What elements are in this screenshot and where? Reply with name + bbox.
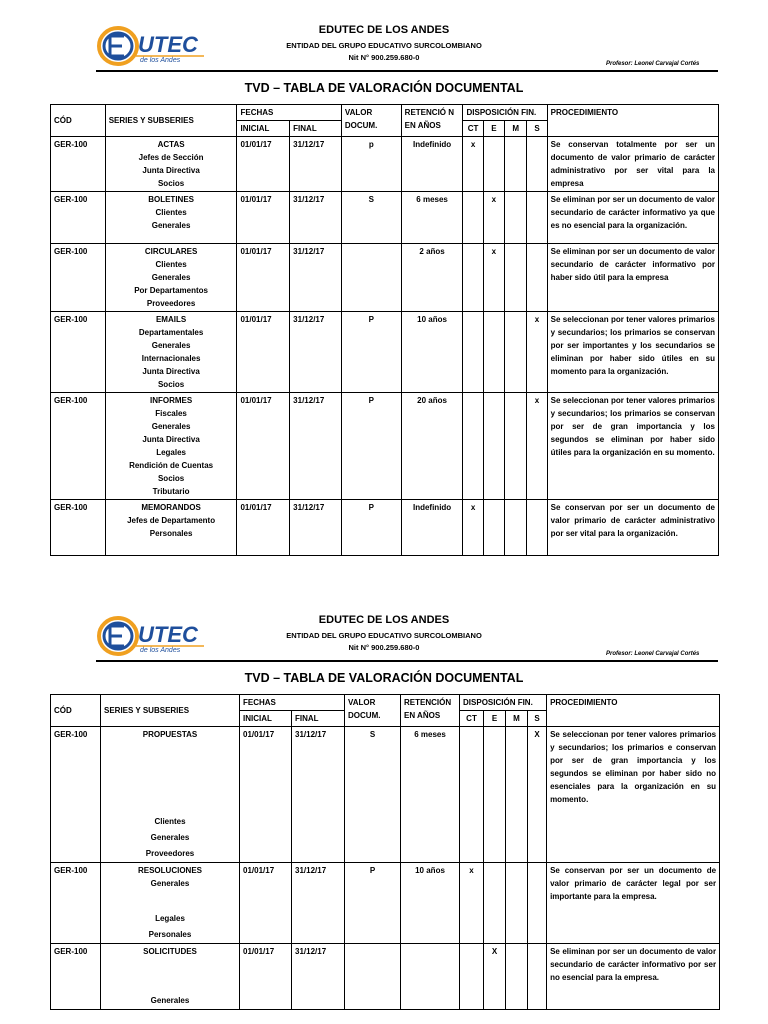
series-item: Generales <box>151 273 191 282</box>
header-ct: CT <box>460 711 484 727</box>
procedimiento-cell: Se seleccionan por tener valores primarios y secundarios; los primarios e conservan por ser de gran importancia y los segundos se eliminan por haber sido no esenciales para la organización en su momento. <box>547 727 720 863</box>
cod-cell: GER-100 <box>51 137 106 192</box>
header-s: S <box>527 121 547 137</box>
institution-nit: Nit N° 900.259.680-0 <box>348 643 420 652</box>
header-divider <box>96 660 718 662</box>
cod-cell: GER-100 <box>51 863 101 944</box>
series-item: Clientes <box>155 260 187 269</box>
e-cell <box>483 500 504 556</box>
final-cell: 31/12/17 <box>290 500 342 556</box>
procedimiento-cell: Se conservan totalmente por ser un documento de valor primario de carácter administrativo por ser vital para la empresa <box>547 137 718 192</box>
cod-cell: GER-100 <box>51 500 106 556</box>
e-cell: x <box>483 244 504 312</box>
series-item: Proveedores <box>145 849 195 858</box>
table-row <box>51 500 719 556</box>
cod-cell: GER-100 <box>51 944 101 1010</box>
cod-cell: GER-100 <box>51 192 106 244</box>
inicial-cell: 01/01/17 <box>237 312 290 393</box>
series-item: Por Departamentos <box>134 286 208 295</box>
series-item: Generales <box>150 833 190 842</box>
series-item: CIRCULARES <box>144 247 198 256</box>
professor-name: Profesor: Leonel Carvajal Cortés <box>606 651 700 657</box>
series-cell <box>101 863 240 944</box>
header-procedimiento: PROCEDIMIENTO <box>547 105 718 137</box>
table-row <box>51 863 720 944</box>
series-item: MEMORANDOS <box>141 503 201 512</box>
series-cell <box>101 944 240 1010</box>
series-subitems <box>101 993 239 1009</box>
inicial-cell: 01/01/17 <box>240 727 292 863</box>
inicial-cell: 01/01/17 <box>237 192 290 244</box>
series-item: Fiscales <box>155 409 187 418</box>
header-disposicion: DISPOSICIÓN FIN. <box>460 695 547 711</box>
header-cod: CÓD <box>51 105 106 137</box>
series-item: Junta Directiva <box>142 435 200 444</box>
header-valor: VALOR DOCUM. <box>345 695 401 727</box>
svg-text:UTEC: UTEC <box>138 32 198 57</box>
final-cell: 31/12/17 <box>292 727 345 863</box>
retencion-cell: 10 años <box>401 863 460 944</box>
procedimiento-cell: Se conservan por ser un documento de valor primario de carácter administrativo por ser vital para la organización. <box>547 500 718 556</box>
procedimiento-cell: Se eliminan por ser un documento de valor secundario de carácter informativo por ser no esencial para la empresa. <box>547 944 720 1010</box>
s-cell: X <box>528 727 547 863</box>
e-cell <box>483 137 504 192</box>
header-retencion: RETENCIÓN EN AÑOS <box>401 695 460 727</box>
series-item: Generales <box>151 221 191 230</box>
valor-cell: S <box>341 192 401 244</box>
series-item: RESOLUCIONES <box>137 866 202 875</box>
series-item: Junta Directiva <box>142 166 200 175</box>
series-item: BOLETINES <box>148 195 194 204</box>
ct-cell: x <box>463 500 483 556</box>
table-row <box>51 137 719 192</box>
institution-subtitle: ENTIDAD DEL GRUPO EDUCATIVO SURCOLOMBIANO <box>286 631 482 640</box>
series-item: EMAILS <box>155 315 187 324</box>
institution-nit: Nit N° 900.259.680-0 <box>348 53 420 62</box>
inicial-cell: 01/01/17 <box>237 500 290 556</box>
table-row <box>51 393 719 500</box>
series-item: Internacionales <box>141 354 201 363</box>
series-subitems <box>101 814 239 862</box>
valor-cell: p <box>341 137 401 192</box>
ct-cell <box>463 192 483 244</box>
final-cell: 31/12/17 <box>292 944 345 1010</box>
series-item: Personales <box>148 930 192 939</box>
header-m: M <box>505 121 527 137</box>
m-cell <box>505 312 527 393</box>
series-cell <box>105 192 237 244</box>
s-cell <box>528 863 547 944</box>
retencion-cell: Indefinido <box>401 500 463 556</box>
svg-text:UTEC: UTEC <box>138 622 198 647</box>
header-series: SERIES Y SUBSERIES <box>105 105 237 137</box>
valor-cell <box>341 244 401 312</box>
ct-cell: x <box>460 863 484 944</box>
header-fechas: FECHAS <box>237 105 341 121</box>
m-cell <box>505 244 527 312</box>
professor-name: Profesor: Leonel Carvajal Cortés <box>606 61 700 67</box>
s-cell <box>527 192 547 244</box>
header-ct: CT <box>463 121 483 137</box>
table-row <box>51 944 720 1010</box>
final-cell: 31/12/17 <box>292 863 345 944</box>
retencion-cell: 20 años <box>401 393 463 500</box>
retencion-cell: 10 años <box>401 312 463 393</box>
series-item: Departamentales <box>138 328 204 337</box>
table-row <box>51 312 719 393</box>
inicial-cell: 01/01/17 <box>237 393 290 500</box>
series-item: Socios <box>157 179 185 188</box>
procedimiento-cell: Se eliminan por ser un documento de valor secundario de carácter informativo ya que es no esencial para la organización. <box>547 192 718 244</box>
m-cell <box>506 727 528 863</box>
table-row <box>51 192 719 244</box>
e-cell <box>483 393 504 500</box>
header-s: S <box>528 711 547 727</box>
valor-cell: P <box>341 312 401 393</box>
header-fechas: FECHAS <box>240 695 345 711</box>
header-procedimiento: PROCEDIMIENTO <box>547 695 720 727</box>
series-subitems <box>101 911 239 943</box>
s-cell: x <box>527 393 547 500</box>
svg-text:de los Andes: de los Andes <box>140 57 181 64</box>
series-item: SOLICITUDES <box>143 947 197 956</box>
procedimiento-cell: Se eliminan por ser un documento de valor secundario de carácter informativo por haber sido útil para la empresa <box>547 244 718 312</box>
series-item: Jefes de Departamento <box>127 516 216 525</box>
retencion-cell: 2 años <box>401 244 463 312</box>
s-cell <box>527 137 547 192</box>
procedimiento-cell: Se conservan por ser un documento de valor primario de carácter legal por ser importante para la empresa. <box>547 863 720 944</box>
e-cell <box>483 312 504 393</box>
header-valor: VALOR DOCUM. <box>341 105 401 137</box>
table-row <box>51 727 720 863</box>
valor-cell: P <box>341 500 401 556</box>
valoracion-table-page-1 <box>50 104 719 556</box>
valoracion-table-page-2 <box>50 694 720 1010</box>
header-inicial: INICIAL <box>240 711 292 727</box>
m-cell <box>505 192 527 244</box>
ct-cell <box>460 944 484 1010</box>
institution-title: EDUTEC DE LOS ANDES <box>318 24 450 36</box>
s-cell <box>527 244 547 312</box>
m-cell <box>505 393 527 500</box>
e-cell: x <box>483 192 504 244</box>
series-item: Legales <box>155 914 185 923</box>
header-retencion: RETENCIÓ N EN AÑOS <box>401 105 463 137</box>
cod-cell: GER-100 <box>51 393 106 500</box>
series-cell <box>105 244 237 312</box>
cod-cell: GER-100 <box>51 727 101 863</box>
series-item: Socios <box>157 474 185 483</box>
final-cell: 31/12/17 <box>290 393 342 500</box>
valor-cell <box>345 944 401 1010</box>
series-cell <box>105 137 237 192</box>
inicial-cell: 01/01/17 <box>237 137 290 192</box>
header-m: M <box>506 711 528 727</box>
s-cell: x <box>527 312 547 393</box>
series-item: Tributario <box>152 487 190 496</box>
valor-cell: P <box>341 393 401 500</box>
series-cell <box>105 393 237 500</box>
ct-cell <box>463 393 483 500</box>
header-inicial: INICIAL <box>237 121 290 137</box>
e-cell: X <box>484 944 506 1010</box>
ct-cell: x <box>463 137 483 192</box>
series-item: Generales <box>150 996 190 1005</box>
valor-cell: P <box>345 863 401 944</box>
ct-cell <box>463 312 483 393</box>
procedimiento-cell: Se seleccionan por tener valores primarios y secundarios; los primarios se conservan por ser de gran importancia y los segundos se eliminan por haber sido útiles para la organización en su momento. <box>547 393 718 500</box>
header-e: E <box>483 121 504 137</box>
document-title: TVD – TABLA DE VALORACIÓN DOCUMENTAL <box>244 81 524 95</box>
series-item: INFORMES <box>149 396 193 405</box>
series-cell <box>101 727 240 863</box>
retencion-cell: Indefinido <box>401 137 463 192</box>
series-item: Jefes de Sección <box>138 153 204 162</box>
final-cell: 31/12/17 <box>290 312 342 393</box>
series-cell <box>105 312 237 393</box>
procedimiento-cell: Se seleccionan por tener valores primarios y secundarios; los primarios se conservan por ser importantes y los secundarios se eliminan por haber sido útiles en su momento para la organización. <box>547 312 718 393</box>
final-cell: 31/12/17 <box>290 137 342 192</box>
e-cell <box>484 863 506 944</box>
valor-cell: S <box>345 727 401 863</box>
final-cell: 31/12/17 <box>290 244 342 312</box>
inicial-cell: 01/01/17 <box>240 944 292 1010</box>
document-title: TVD – TABLA DE VALORACIÓN DOCUMENTAL <box>244 671 524 685</box>
header-disposicion: DISPOSICIÓN FIN. <box>463 105 547 121</box>
final-cell: 31/12/17 <box>290 192 342 244</box>
header-divider <box>96 70 718 72</box>
svg-text:de los Andes: de los Andes <box>140 647 181 654</box>
inicial-cell: 01/01/17 <box>237 244 290 312</box>
ct-cell <box>460 727 484 863</box>
ct-cell <box>463 244 483 312</box>
e-cell <box>484 727 506 863</box>
series-item: Clientes <box>154 817 186 826</box>
header-e: E <box>484 711 506 727</box>
series-item: PROPUESTAS <box>142 730 198 739</box>
retencion-cell: 6 meses <box>401 727 460 863</box>
m-cell <box>505 500 527 556</box>
series-item: Junta Directiva <box>142 367 200 376</box>
series-item: Generales <box>150 879 190 888</box>
cod-cell: GER-100 <box>51 244 106 312</box>
retencion-cell <box>401 944 460 1010</box>
cod-cell: GER-100 <box>51 312 106 393</box>
header-cod: CÓD <box>51 695 101 727</box>
header-final: FINAL <box>292 711 345 727</box>
header-final: FINAL <box>290 121 342 137</box>
institution-title: EDUTEC DE LOS ANDES <box>318 614 450 626</box>
series-item: Clientes <box>155 208 187 217</box>
m-cell <box>506 863 528 944</box>
s-cell <box>528 944 547 1010</box>
m-cell <box>505 137 527 192</box>
m-cell <box>506 944 528 1010</box>
retencion-cell: 6 meses <box>401 192 463 244</box>
series-cell <box>105 500 237 556</box>
series-item: Socios <box>157 380 185 389</box>
series-item: Legales <box>156 448 186 457</box>
institution-subtitle: ENTIDAD DEL GRUPO EDUCATIVO SURCOLOMBIANO <box>286 41 482 50</box>
series-item: Generales <box>151 422 191 431</box>
series-item: Rendición de Cuentas <box>129 461 214 470</box>
series-item: Generales <box>151 341 191 350</box>
inicial-cell: 01/01/17 <box>240 863 292 944</box>
table-row <box>51 244 719 312</box>
s-cell <box>527 500 547 556</box>
header-series: SERIES Y SUBSERIES <box>101 695 240 727</box>
series-item: Personales <box>149 529 193 538</box>
series-item: ACTAS <box>157 140 185 149</box>
series-item: Proveedores <box>146 299 196 308</box>
